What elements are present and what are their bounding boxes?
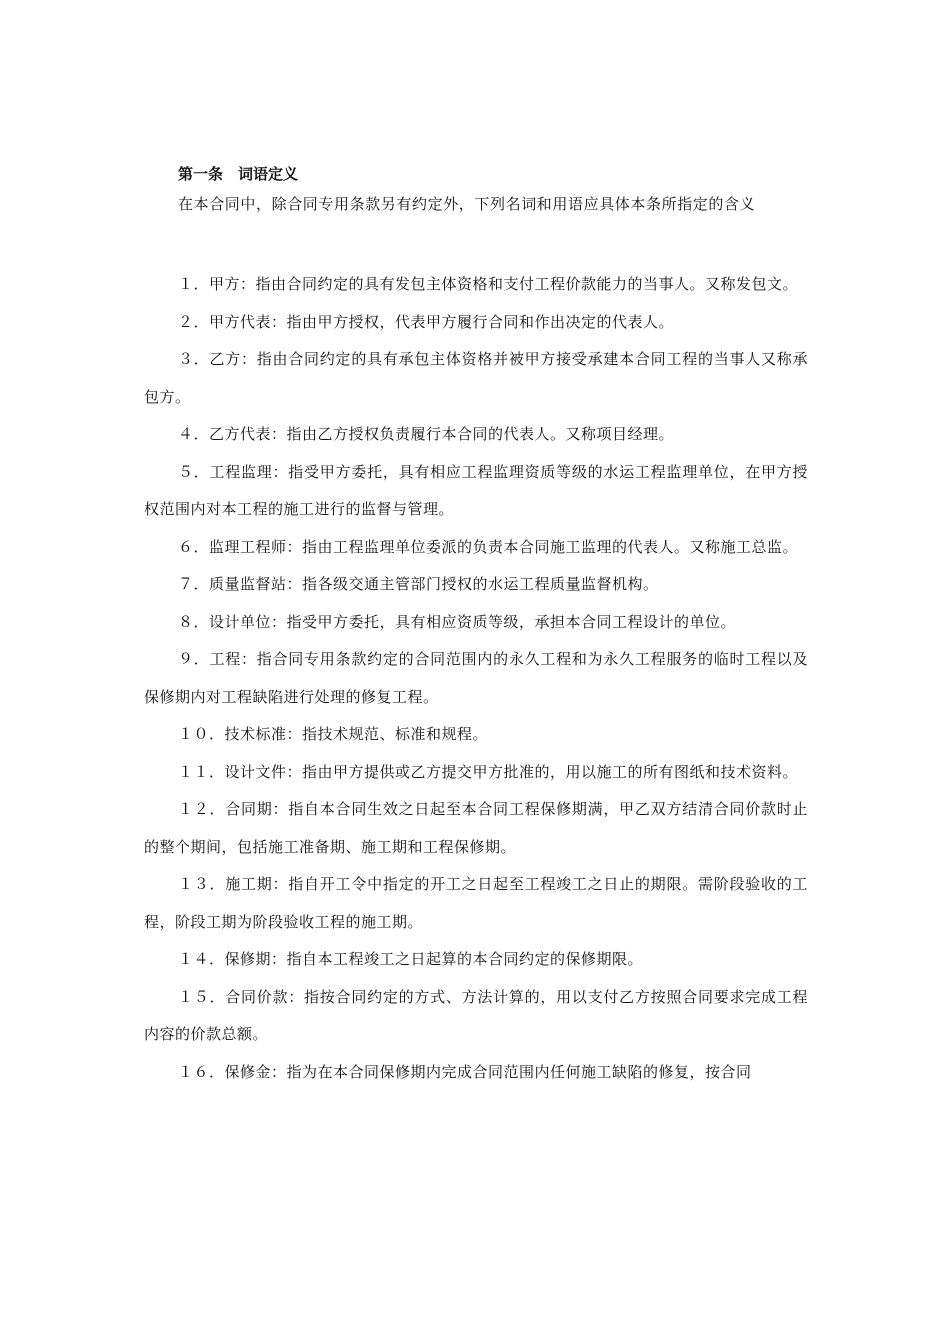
document-body bbox=[144, 160, 808, 1091]
clause-6: ６．监理工程师：指由工程监理单位委派的负责本合同施工监理的代表人。又称施工总监。 bbox=[178, 537, 799, 556]
clause-4: ４．乙方代表：指由乙方授权负责履行本合同的代表人。又称项目经理。 bbox=[178, 425, 675, 443]
clause-10: １０．技术标准：指技术规范、标准和规程。 bbox=[178, 725, 489, 743]
clause-5: ５．工程监理：指受甲方委托，具有相应工程监理资质等级的水运工程监理单位，在甲方授权范围内对本工程的施工进行的监督与管理。 bbox=[144, 462, 808, 518]
article-intro: 在本合同中，除合同专用条款另有约定外，下列名词和用语应具体本条所指定的含义 bbox=[178, 195, 756, 213]
clause-1: １．甲方：指由合同约定的具有发包主体资格和支付工程价款能力的当事人。又称发包文。 bbox=[178, 275, 799, 293]
clause-12: １２．合同期：指自本合同生效之日起至本合同工程保修期满，甲乙双方结清合同价款时止的整个期间，包括施工准备期、施工期和工程保修期。 bbox=[144, 800, 808, 856]
clause-7: ７．质量监督站：指各级交通主管部门授权的水运工程质量监督机构。 bbox=[178, 575, 659, 593]
clause-9: ９．工程：指合同专用条款约定的合同范围内的永久工程和为永久工程服务的临时工程以及保修期内对工程缺陷进行处理的修复工程。 bbox=[144, 650, 808, 706]
clause-15: １５．合同价款：指按合同约定的方式、方法计算的，用以支付乙方按照合同要求完成工程内容的价款总额。 bbox=[144, 987, 808, 1043]
clause-3: ３．乙方：指由合同约定的具有承包主体资格并被甲方接受承建本合同工程的当事人又称承包方。 bbox=[144, 350, 808, 406]
article-title: 第一条 词语定义 bbox=[178, 165, 299, 183]
clause-14: １４．保修期：指自本工程竣工之日起算的本合同约定的保修期限。 bbox=[178, 950, 644, 968]
clause-13: １３．施工期：指自开工令中指定的开工之日起至工程竣工之日止的期限。需阶段验收的工程，阶段工期为阶段验收工程的施工期。 bbox=[144, 875, 808, 931]
clause-16: １６．保修金：指为在本合同保修期内完成合同范围内任何施工缺陷的修复，按合同 bbox=[178, 1062, 752, 1081]
clause-11: １１．设计文件：指由甲方提供或乙方提交甲方批准的，用以施工的所有图纸和技术资料。 bbox=[178, 762, 799, 781]
clause-2: ２．甲方代表：指由甲方授权，代表甲方履行合同和作出决定的代表人。 bbox=[178, 312, 675, 331]
spacer bbox=[144, 218, 808, 266]
clause-8: ８．设计单位：指受甲方委托，具有相应资质等级，承担本合同工程设计的单位。 bbox=[178, 612, 737, 631]
